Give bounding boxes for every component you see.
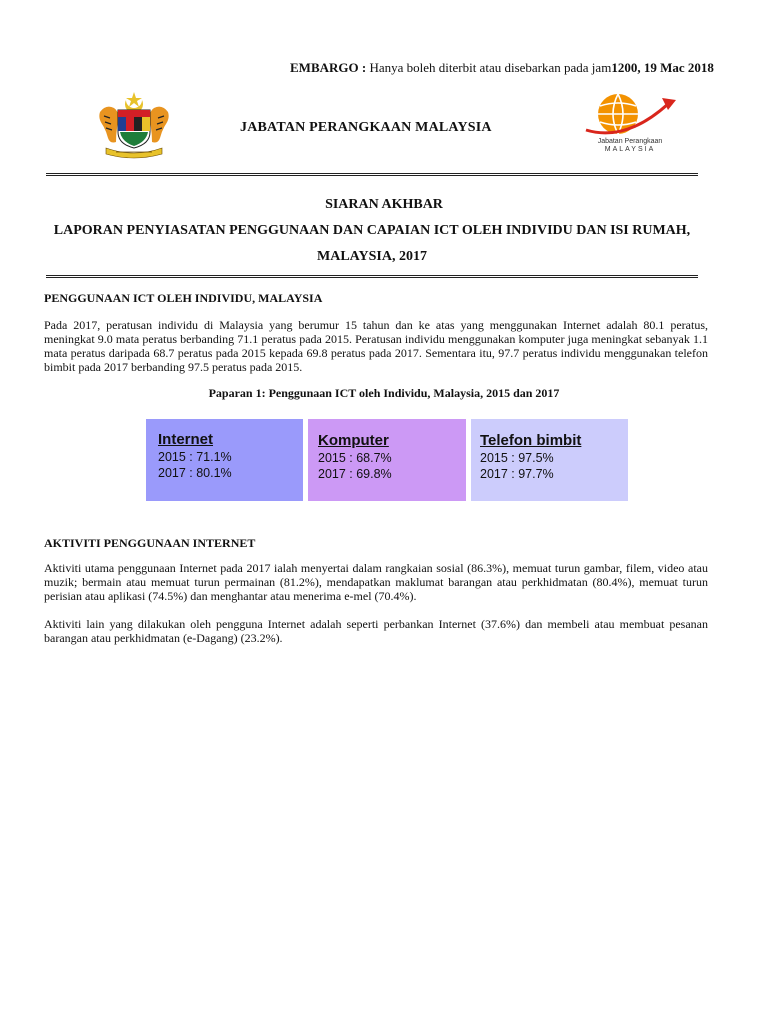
dosm-logo-caption-line2: MALAYSIA [604, 146, 656, 153]
stat-card-komputer [308, 419, 466, 501]
section-paragraph-internet-activities-2: Aktiviti lain yang dilakukan oleh pengguna Internet adalah seperti perbankan Internet (37.6%) dan membeli atau membuat pesanan barangan atau perkhidmatan (e-Dagang) (23.2%). [44, 617, 708, 645]
stat-card-internet [146, 419, 303, 501]
embargo-text: Hanya boleh diterbit atau disebarkan pada jam [369, 60, 612, 75]
embargo-notice [290, 60, 730, 76]
stat-card-value-2017: 2017 : 80.1% [158, 466, 232, 480]
press-release-label: SIARAN AKHBAR [325, 197, 443, 212]
embargo-label: EMBARGO : [290, 60, 367, 75]
stat-card-value-2015: 2015 : 71.1% [158, 450, 232, 464]
stat-card-title: Internet [158, 431, 214, 448]
section-heading-ict-usage: PENGGUNAAN ICT OLEH INDIVIDU, MALAYSIA [44, 291, 323, 305]
stat-card-value-2015: 2015 : 68.7% [318, 451, 392, 465]
stat-card-value-2015: 2015 : 97.5% [480, 451, 554, 465]
section-paragraph-internet-activities-1: Aktiviti utama penggunaan Internet pada 2017 ialah menyertai dalam rangkaian sosial (86.3%), memuat turun gambar, filem, video atau muzik; bermain atau memuat turun permainan (81.2%), mendapatkan maklumat barangan atau perkhidmatan (80.4%), memuat turun perisian atau aplikasi (74.5%) dan menghantar atau menerima e-mel (70.4%). [44, 561, 708, 603]
stat-card-value-2017: 2017 : 97.7% [480, 467, 554, 481]
embargo-time: 1200, 19 Mac 2018 [611, 60, 714, 75]
report-title: LAPORAN PENYIASATAN PENGGUNAAN DAN CAPAIAN ICT OLEH INDIVIDU DAN ISI RUMAH, MALAYSIA, 2017 [53, 223, 691, 264]
header-divider [46, 173, 698, 176]
stat-card-value-2017: 2017 : 69.8% [318, 467, 392, 481]
coat-of-arms-icon [96, 90, 172, 160]
stat-card-title: Komputer [318, 432, 389, 449]
section-heading-internet-activities: AKTIVITI PENGGUNAAN INTERNET [44, 536, 256, 550]
stat-card-title: Telefon bimbit [480, 432, 582, 449]
dosm-logo-caption-line1: Jabatan Perangkaan [597, 138, 663, 145]
stat-card-telefon-bimbit [471, 419, 628, 501]
title-divider [46, 275, 698, 278]
section-paragraph-ict-usage: Pada 2017, peratusan individu di Malaysia yang berumur 15 tahun dan ke atas yang menggunakan Internet adalah 80.1 peratus, meningkat 9.0 mata peratus berbanding 71.1 peratus pada 2015. Peratusan individu menggunakan komputer juga meningkat sebanyak 1.1 mata peratus daripada 68.7 peratus pada 2015 kepada 69.8 peratus pada 2017. Sementara itu, 97.7 peratus individu menggunakan telefon bimbit pada 2017 berbanding 97.5 peratus pada 2015. [44, 318, 708, 374]
exhibit-caption: Paparan 1: Penggunaan ICT oleh Individu, Malaysia, 2015 dan 2017 [208, 386, 560, 400]
agency-name: JABATAN PERANGKAAN MALAYSIA [240, 120, 492, 135]
dosm-logo-caption [590, 138, 670, 154]
dosm-globe-logo-icon [576, 90, 694, 160]
